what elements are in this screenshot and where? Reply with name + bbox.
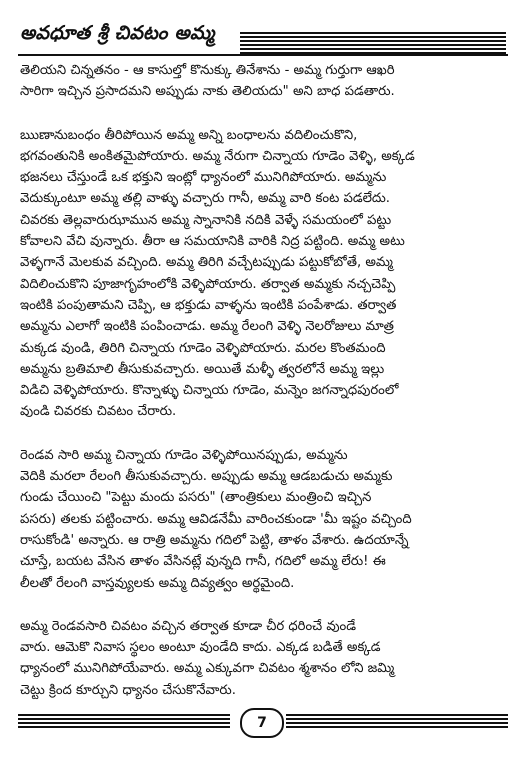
text-line: ఋణానుబంధం తీరిపోయిన అమ్మ అన్ని బంధాలను వదిలించుకొని, xyxy=(20,127,358,143)
text-line: వుండి చివరకు చివటం చేరారు. xyxy=(20,404,177,420)
text-line: వెదికి మరలా రేలంగి తీసుకువచ్చారు. అప్పుడు అమ్మ ఆడబడుచు అమ్మకు xyxy=(20,469,393,485)
text-line: వెళ్ళగానే మెలకువ వచ్చింది. అమ్మ తిరిగి వచ్చేటప్పుడు పట్టుకోబోతే, అమ్మ xyxy=(20,255,393,271)
text-line: గుండు చేయించి "పెట్టు మందు పసరు" (తాంత్రికులు మంత్రించి ఇచ్చిన xyxy=(20,490,372,506)
text-line: కోవాలని వేచి వున్నారు. తీరా ఆ సమయానికి వారికి నిద్ర పట్టింది. అమ్మ అటు xyxy=(20,234,405,250)
text-line: వారు. ఆమెకొ నివాస స్థలం అంటూ వుండేది కాదు. ఎక్కడ బడితే అక్కడ xyxy=(20,640,381,656)
text-line: రాసుకోండి' అన్నారు. ఆ రాత్రి అమ్మను గదిలో పెట్టి, తాళం వేశారు. ఉదయాన్నే xyxy=(20,532,409,548)
body-text xyxy=(20,60,504,701)
paragraph-gap xyxy=(20,594,504,616)
footer-decorative-lines-left xyxy=(18,714,230,730)
text-line: ఇంటికి పంపుతామని చెప్పి, ఆ భక్తుడు వాళ్ళను ఇంటికి పంపేశాడు. తర్వాత xyxy=(20,297,397,313)
text-line: చివరకు తెల్లవారుఝామున అమ్మ స్నానానికి నదికి వెళ్ళే సమయంలో పట్టు xyxy=(20,212,392,228)
page-header xyxy=(18,18,508,60)
text-line: భజనలు చేస్తుండే ఒక భక్తుని ఇంట్లో ధ్యానంలో మునిగిపోయారు. అమ్మను xyxy=(20,170,387,186)
text-line: తెలియని చిన్నతనం - ఆ కాసుల్తో కొనుక్కు తినేశాను - అమ్మ గుర్తుగా ఆఖరి xyxy=(20,63,395,78)
text-line: విడిచి వెళ్ళిపోయారు. కొన్నాళ్ళు చిన్నాయ గూడెం, మన్నెం జగన్నాధపురంలో xyxy=(20,383,399,399)
text-line: ధ్యానంలో మునిగిపోయేవారు. అమ్మ ఎక్కువగా చివటం శ్మశానం లోని జమ్మి xyxy=(20,661,395,677)
text-line: రెండవ సారి అమ్మ చిన్నాయ గూడెం వెళ్ళిపోయినప్పుడు, అమ్మను xyxy=(20,447,348,463)
text-line: అమ్మ రెండవసారి చివటం వచ్చిన తర్వాత కూడా చీర ధరించే వుండే xyxy=(20,618,356,634)
text-line: భగవంతునికి అంకితమైపోయారు. అమ్మ నేరుగా చిన్నాయ గూడెం వెళ్ళి, అక్కడ xyxy=(20,148,415,164)
text-line: విదిలించుకొని పూజాగృహంలోకి వెళ్ళిపోయారు. తర్వాత అమ్మకు నచ్చచెప్పి xyxy=(20,276,396,292)
header-decorative-lines xyxy=(240,32,506,54)
paragraph xyxy=(20,125,504,423)
header-rule xyxy=(18,54,508,56)
text-line: మక్కడ వుండి, తిరిగి చిన్నాయ గూడెం వెళ్ళిపోయారు. మరల కొంతమంది xyxy=(20,340,386,356)
text-line: చూస్తే, బయట వేసిన తాళం వేసినట్లే వున్నది గానీ, గదిలో అమ్మ లేరు! ఈ xyxy=(20,554,386,570)
running-title: అవధూత శ్రీ చివటం అమ్మ xyxy=(20,22,215,44)
text-line: చెట్టు క్రింద కూర్చుని ధ్యానం చేసుకొనేవారు. xyxy=(20,682,236,698)
footer-decorative-lines-right xyxy=(286,714,508,730)
text-line: పసరు) తలకు పట్టించారు. అమ్మ ఆవిడనేమీ వారించకుండా 'మీ ఇష్టం వచ్చింది xyxy=(20,511,412,527)
text-line: అమ్మను ఎలాగో ఇంటికి పంపించాడు. అమ్మ రేలంగి వెళ్ళి నెలరోజులు మాత్ర xyxy=(20,319,394,335)
paragraph-gap xyxy=(20,103,504,125)
paragraph xyxy=(20,616,504,701)
text-line: వెదుక్కుంటూ అమ్మ తల్లి వాళ్ళు వచ్చారు గానీ, అమ్మ వారి కంట పడలేదు. xyxy=(20,191,390,207)
page-number: 7 xyxy=(240,708,284,738)
paragraph xyxy=(20,60,504,103)
text-line: అమ్మను బ్రతిమాలి తీసుకువచ్చారు. అయితే మళ్ళీ త్వరలోనే అమ్మ ఇల్లు xyxy=(20,361,385,377)
paragraph-gap xyxy=(20,423,504,445)
page-footer xyxy=(18,708,508,740)
text-line: లీలతో రేలంగి వాస్తవ్యులకు అమ్మ దివ్యత్వం అర్థమైంది. xyxy=(20,575,295,591)
paragraph xyxy=(20,445,504,594)
text-line: సారిగా ఇచ్చిన ప్రసాదమని అప్పుడు నాకు తెలియదు" అని బాధ పడతారు. xyxy=(20,84,395,100)
